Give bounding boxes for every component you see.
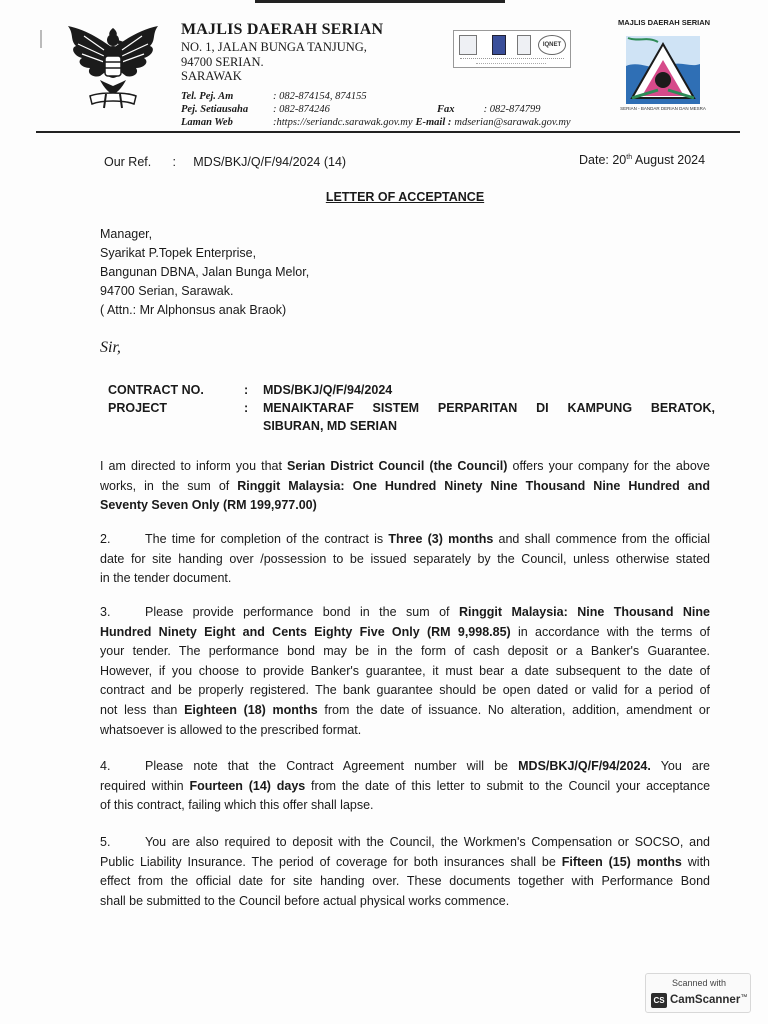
project-value-line: MENAIKTARAF SISTEM PERPARITAN DI KAMPUNG BERATOK, [263, 401, 715, 415]
certification-icon [492, 35, 506, 55]
paragraph-line: whatsoever is allowed to the prescribed format. [100, 722, 362, 737]
paragraph-line: I am directed to inform you that Serian District Council (the Council) offers your company for the above [100, 459, 710, 473]
addressee-line: Syarikat P.Topek Enterprise, [100, 246, 257, 260]
org-address-line: SARAWAK [181, 69, 242, 83]
org-address-line: NO. 1, JALAN BUNGA TANJUNG, [181, 40, 367, 54]
fax-label: Fax [437, 104, 455, 115]
paragraph-line: not less than Eighteen (18) months from the date of issuance. No alteration, addition, amendment or [100, 702, 710, 717]
project-label: PROJECT [108, 401, 168, 415]
addressee-line: Bangunan DBNA, Jalan Bunga Melor, [100, 265, 310, 279]
contact-value: : 082-874246 [273, 104, 330, 115]
website-link[interactable]: :https://seriandc.sarawak.gov.my [273, 117, 413, 128]
scan-margin-mark [40, 30, 42, 48]
camscanner-badge-icon: CS [651, 993, 667, 1008]
certification-fine-print [460, 58, 564, 60]
date-day: Date: 20 [579, 153, 627, 167]
contract-number-label: CONTRACT NO. [108, 383, 204, 397]
paragraph-line: 5. You are also required to deposit with the Council, the Workmen's Compensation or SOCSO, and [100, 835, 710, 849]
org-name: MAJLIS DAERAH SERIAN [181, 21, 384, 38]
fax-value: : 082-874799 [483, 104, 541, 115]
addressee-line: 94700 Serian, Sarawak. [100, 284, 234, 298]
paragraph-line: date for site handing over /possession to be issued separately by the Council, unless otherwise stated [100, 551, 710, 566]
paragraph-line: 3. Please provide performance bond in the sum of Ringgit Malaysia: Nine Thousand Nine [100, 605, 710, 619]
certification-icon [517, 35, 531, 55]
contact-row-general [181, 90, 571, 103]
date-ordinal: th [626, 154, 633, 161]
paragraph-line: contract and be properly registered. The bank guarantee should be open dated or valid for a period of [100, 683, 710, 698]
certification-fine-print [476, 63, 546, 64]
paragraph-4 [100, 757, 710, 816]
sarawak-crest-icon [64, 22, 162, 114]
paragraph-line: of this contract, failing which this offer shall lapse. [100, 798, 374, 813]
paragraph-line: Hundred Ninety Eight and Cents Eighty Five Only (RM 9,998.85) in accordance with the terms of [100, 624, 710, 639]
contact-value: : 082-874154, 874155 [273, 91, 367, 102]
paragraph-line: 4. Please note that the Contract Agreement number will be MDS/BKJ/Q/F/94/2024. You are [100, 759, 711, 773]
contact-label: Pej. Setiausaha [181, 104, 249, 115]
project-value-line: SIBURAN, MD SERIAN [263, 419, 398, 433]
org-address-line: 94700 SERIAN. [181, 54, 264, 69]
project-row-continued [108, 417, 715, 435]
date-month-year: August 2024 [632, 153, 706, 167]
letter-date [579, 153, 705, 167]
council-logo-title: MAJLIS DAERAH SERIAN [618, 18, 711, 27]
project-colon: : [244, 401, 249, 415]
reference-value: MDS/BKJ/Q/F/94/2024 (14) [193, 155, 347, 169]
contract-details [108, 381, 715, 435]
letterhead-rule [36, 131, 740, 133]
project-row [108, 399, 715, 417]
contact-label: Laman Web [181, 117, 233, 128]
certification-marks [453, 30, 571, 68]
paragraph-line: works, in the sum of Ringgit Malaysia: One Hundred Ninety Nine Thousand Nine Hundred and [100, 478, 710, 493]
email-link[interactable]: mdserian@sarawak.gov.my [454, 117, 571, 128]
contract-colon: : [244, 383, 249, 397]
paragraph-line: shall be submitted to the Council before actual physical works commence. [100, 893, 510, 908]
paragraph-line: in the tender document. [100, 571, 232, 586]
iqnet-badge: IQNET [538, 35, 566, 55]
reference-label: Our Ref. [104, 155, 152, 169]
council-logo-motto: SERIAN - BANDAR DERIAN DAN MESRA [620, 106, 706, 111]
letterhead-contacts [181, 90, 571, 129]
paragraph-1 [100, 457, 710, 516]
contact-label: Tel. Pej. Am [181, 91, 234, 102]
salutation: Sir, [100, 339, 121, 356]
camscanner-name: CamScanner™ [670, 994, 748, 1006]
paragraph-line: Seventy Seven Only (RM 199,977.00) [100, 498, 317, 513]
addressee-line: ( Attn.: Mr Alphonsus anak Braok) [100, 303, 287, 317]
paragraph-line: 2. The time for completion of the contract is Three (3) months and shall commence from the official [100, 532, 710, 546]
certification-icon [459, 35, 477, 55]
contract-number-row [108, 381, 715, 399]
contact-fax [437, 103, 541, 116]
contract-number-value: MDS/BKJ/Q/F/94/2024 [263, 383, 393, 397]
our-reference [104, 155, 346, 169]
paragraph-line: effect from the official date for site handing over. These documents together with Performance Bond [100, 874, 710, 889]
council-logo [618, 14, 711, 124]
paragraph-line: required within Fourteen (14) days from the date of this letter to submit to the Council your acceptance [100, 778, 711, 793]
contact-row-website [181, 116, 571, 129]
paragraph-line: However, if you choose to provide Banker's guarantee, it must bear a date subsequent to the date of [100, 663, 710, 678]
reference-colon: : [172, 155, 176, 169]
paragraph-5 [100, 833, 710, 911]
camscanner-watermark [645, 973, 751, 1013]
scan-edge-strip [255, 0, 505, 3]
scanned-with-label: Scanned with [671, 978, 727, 988]
paragraph-2 [100, 530, 710, 589]
paragraph-line: Public Liability Insurance. The period of coverage for both insurances shall be Fifteen (15) months with [100, 854, 710, 869]
letter-title: LETTER OF ACCEPTANCE [325, 190, 485, 204]
paragraph-3 [100, 603, 710, 740]
addressee-block [100, 225, 309, 320]
email-label: E-mail : [415, 117, 452, 128]
addressee-line: Manager, [100, 227, 153, 241]
paragraph-line: your tender. The performance bond may be in the form of cash deposit or a Banker's Guarantee. [100, 644, 710, 659]
letterhead-organisation [181, 20, 383, 84]
